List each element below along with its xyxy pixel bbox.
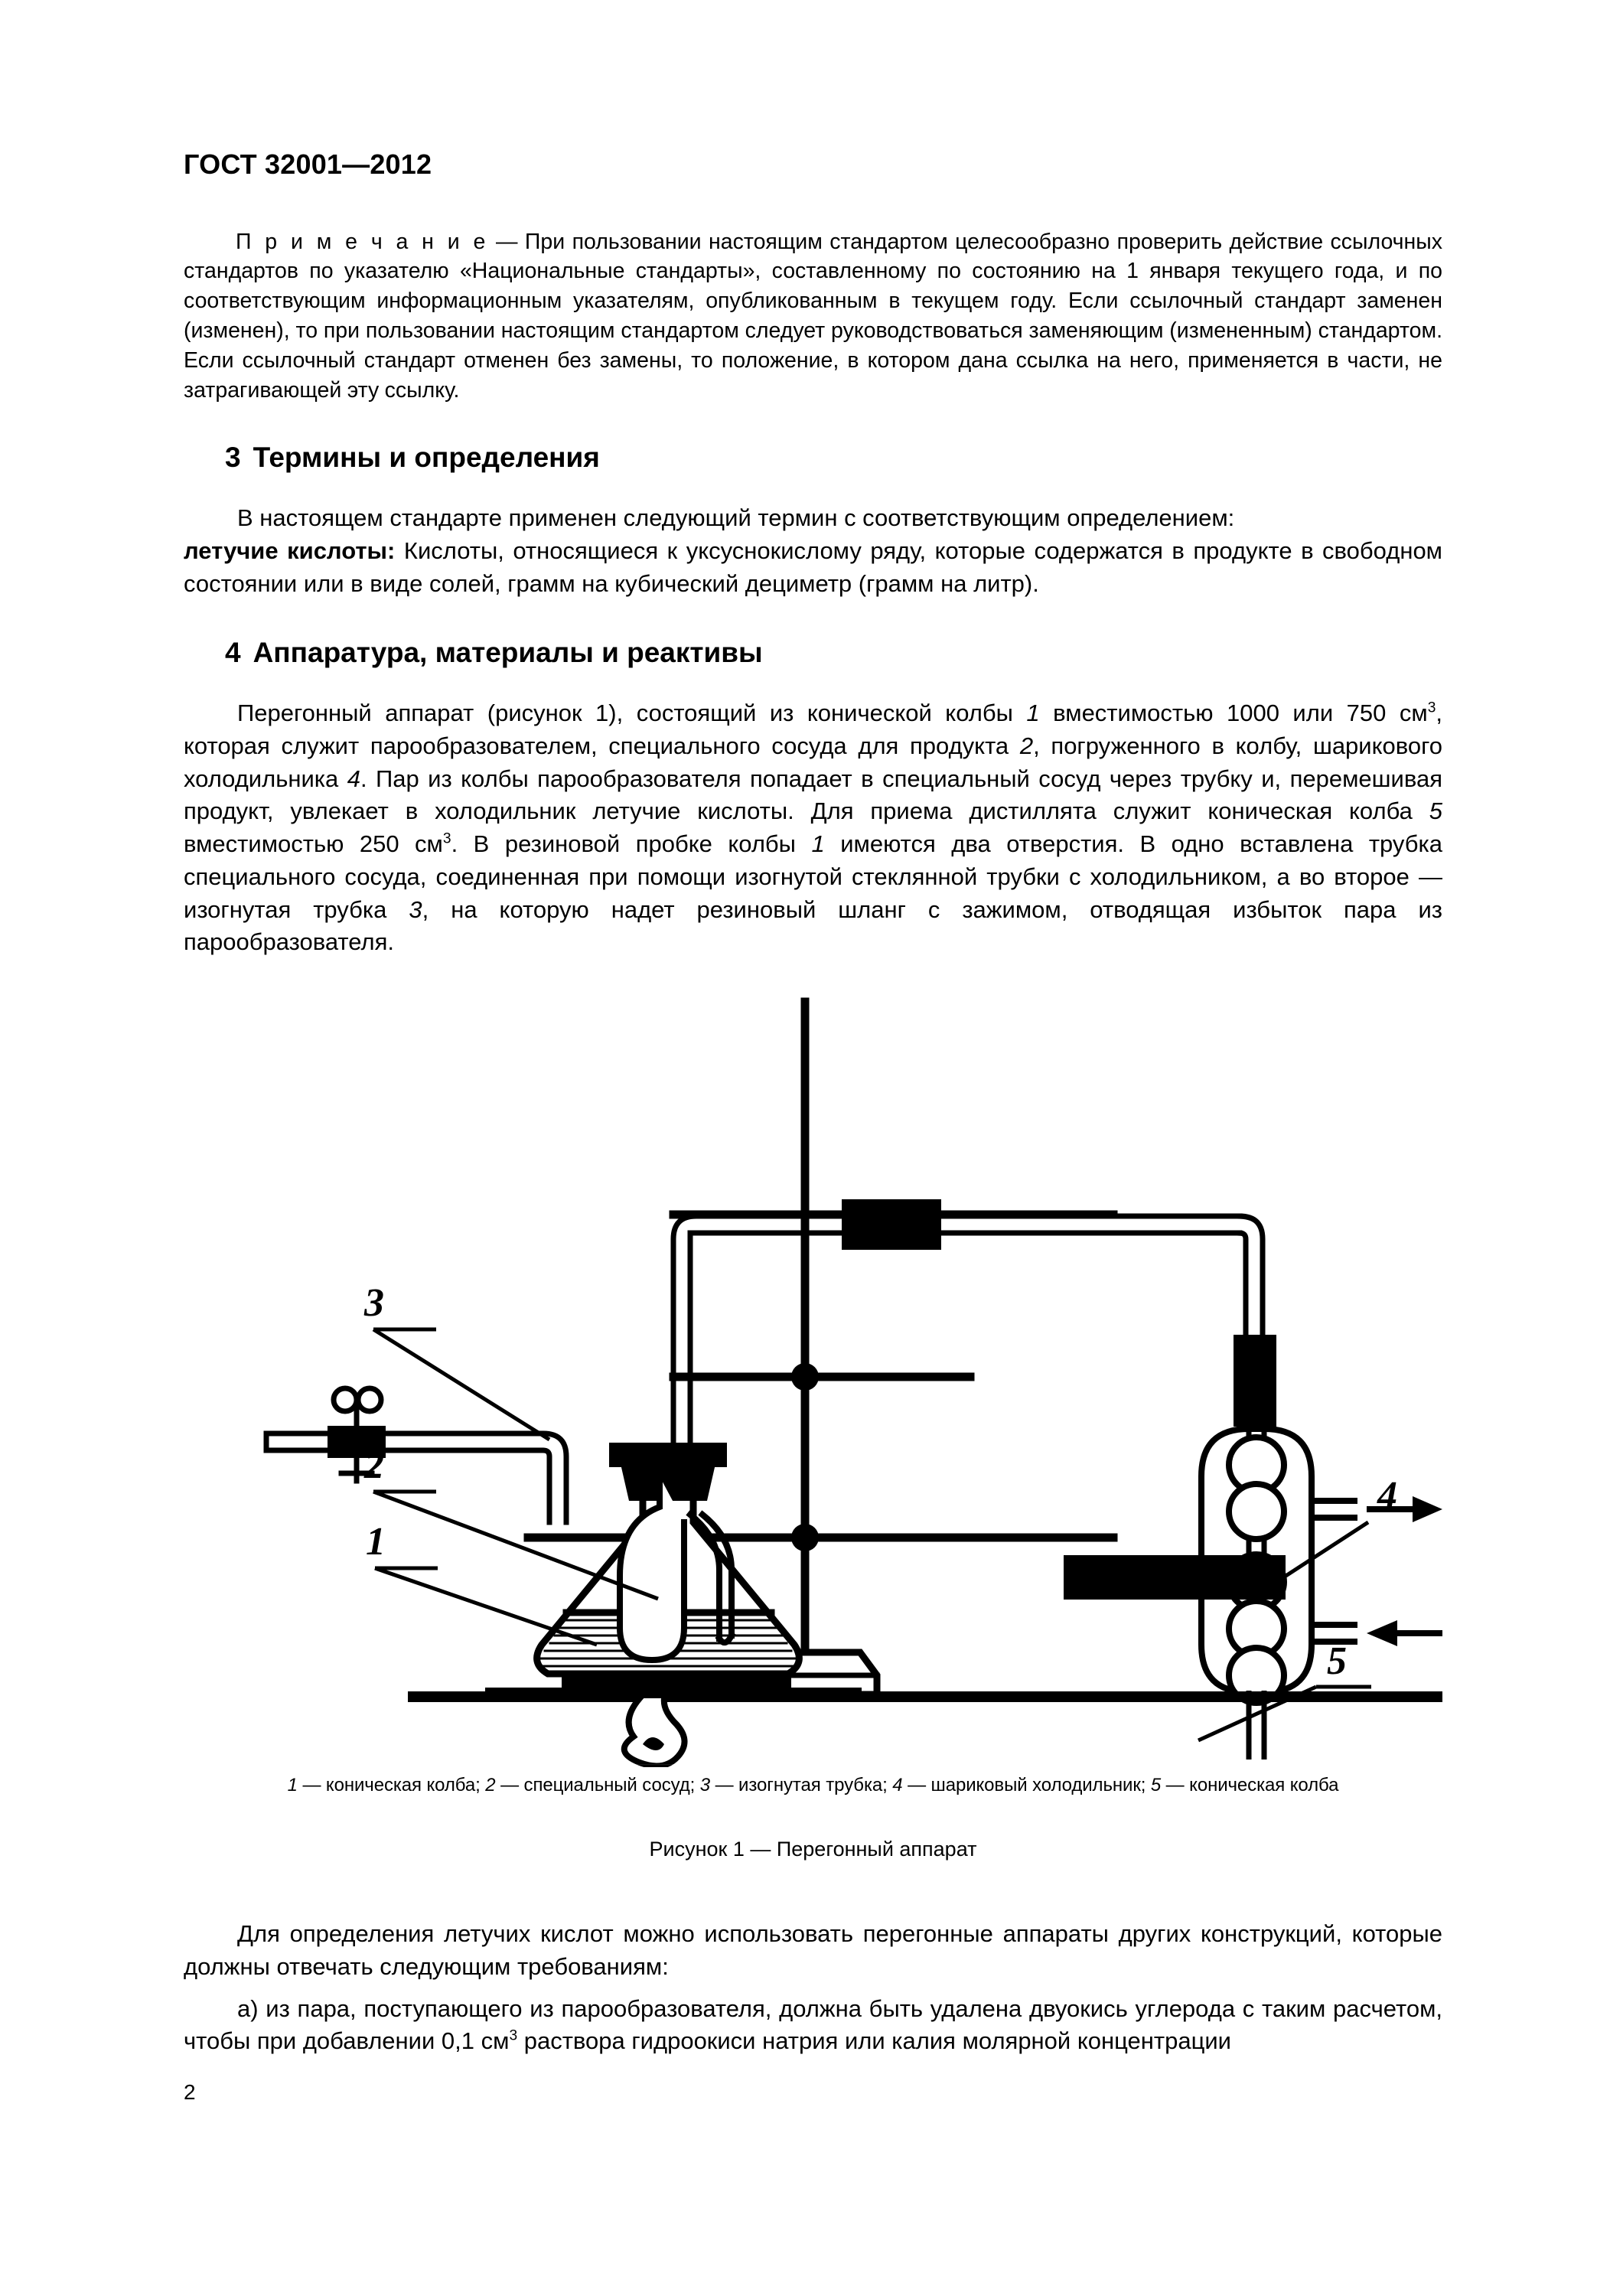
s4-ref-4: 4 [347,765,360,792]
s4-text-m: имеются два отверстия. В одно вставлена трубка специального сосуда, соединенная при помощи изогнутой стеклянной трубки с холодильником, а во второе — изогнутая трубка [184,830,1442,923]
figure-label-2: 2 [364,1443,384,1488]
legend-num-1: 1 [287,1775,298,1796]
legend-text-4: — шариковый холодильник; [902,1775,1151,1796]
leader-line-3 [373,1329,549,1440]
page-content [184,149,1442,2067]
s4-text-a: Перегонный аппарат (рисунок 1), состоящий из конической колбы [237,700,1027,727]
s4-text-o: , на которую надет резиновый шланг с зажимом, отводящая избыток пара из парообразователя. [184,895,1442,956]
note-text: При пользовании настоящим стандартом целесообразно проверить действие ссылочных стандартов по указателю «Национальные стандарты», составленному по состоянию на 1 января текущего года, и по соответствующим информационным указателям, опубликованным в текущем году. Если ссылочный стандарт заменен (изменен), то при пользовании настоящим стандартом следует руководствоваться заменяющим (измененным) стандартом. Если ссылочный стандарт отменен без замены, то положение, в котором дана ссылка на него, применяется в части, не затрагивающей эту ссылку. [184,229,1442,403]
page-number: 2 [184,2080,196,2104]
s4-ref-2: 2 [1019,732,1034,759]
leader-line-1 [375,1568,597,1645]
note-dash: — [488,229,525,254]
section-3-heading [184,441,1442,475]
figure-caption: Рисунок 1 — Перегонный аппарат [649,1838,977,1861]
term-definition [184,535,1442,601]
figure-label-3: 3 [364,1281,384,1326]
legend-text-1: — коническая колба; [297,1775,486,1796]
leader-line-4 [1256,1522,1368,1595]
legend-text-3: — изогнутая трубка; [710,1775,893,1796]
other-apparatus-paragraph: Для определения летучих кислот можно использовать перегонные аппараты других конструкций, которые должны отвечать следующим требованиям: [184,1920,1442,1980]
section-3-intro: В настоящем стандарте применен следующий термин с соответствующим определением: [237,504,1235,532]
s4-ref-1: 1 [1026,700,1040,727]
section-4-number: 4 [225,636,241,668]
s4-text-c: вместимостью 1000 или 750 см [1039,700,1428,727]
requirement-a-sup: 3 [509,2028,518,2045]
s4-ref-3: 3 [409,895,422,923]
note-paragraph [184,227,1442,406]
figure-legend [184,1775,1442,1796]
s4-text-j: вместимостью 250 см [184,830,443,858]
section-4-paragraph [184,697,1442,959]
s4-text-d: , которая служит парообразователем, специального сосуда для продукта [184,700,1442,759]
requirement-a-text-2: раствора гидроокиси натрия или калия молярной концентрации [517,2027,1231,2055]
s4-text-k: . В резиновой пробке колбы [451,830,812,858]
figure-label-1: 1 [366,1520,386,1564]
legend-num-5: 5 [1150,1775,1162,1796]
s4-text-h: . Пар из колбы парообразователя попадает в специальный сосуд через трубку и, перемешивая продукт, увлекает в холодильник летучие кислоты. Для приема дистиллята служит коническая колба [184,765,1442,825]
requirement-a-marker: а) [237,1994,259,2022]
legend-num-3: 3 [699,1775,710,1796]
s4-sup-2: 3 [442,830,451,847]
s4-sup-1: 3 [1427,700,1436,716]
requirement-a [184,1993,1442,2059]
figure-callouts [184,987,1442,1767]
section-3-number: 3 [225,441,241,473]
s4-ref-5: 5 [1429,797,1442,825]
section-4-title: Аппаратура, материалы и реактивы [253,636,763,668]
figure-1 [184,987,1442,1861]
legend-num-4: 4 [892,1775,903,1796]
s4-text-f: , погруженного в колбу, шарикового холодильника [184,732,1442,792]
legend-text-2: — специальный сосуд; [495,1775,700,1796]
leader-line-5 [1198,1687,1316,1740]
section-3-title: Термины и определения [253,441,600,473]
standard-header: ГОСТ 32001—2012 [184,148,432,180]
term-text: Кислоты, относящиеся к уксуснокислому ряду, которые содержатся в продукте в свободном состоянии или в виде солей, грамм на кубический дециметр (грамм на литр). [184,537,1442,597]
tail-paragraphs [184,1918,1442,2058]
term-name: летучие кислоты: [184,537,396,565]
legend-text-5: — коническая колба [1161,1775,1339,1796]
figure-label-5: 5 [1327,1639,1347,1684]
section-4-heading [184,636,1442,670]
note-label: П р и м е ч а н и е [236,229,489,254]
legend-num-2: 2 [485,1775,496,1796]
requirement-a-text-1: из пара, поступающего из парообразователя, должна быть удалена двуокись углерода с таким расчетом, чтобы при добавлении 0,1 см [184,1994,1442,2055]
s4-ref-1b: 1 [811,830,825,858]
figure-label-4: 4 [1377,1474,1397,1518]
